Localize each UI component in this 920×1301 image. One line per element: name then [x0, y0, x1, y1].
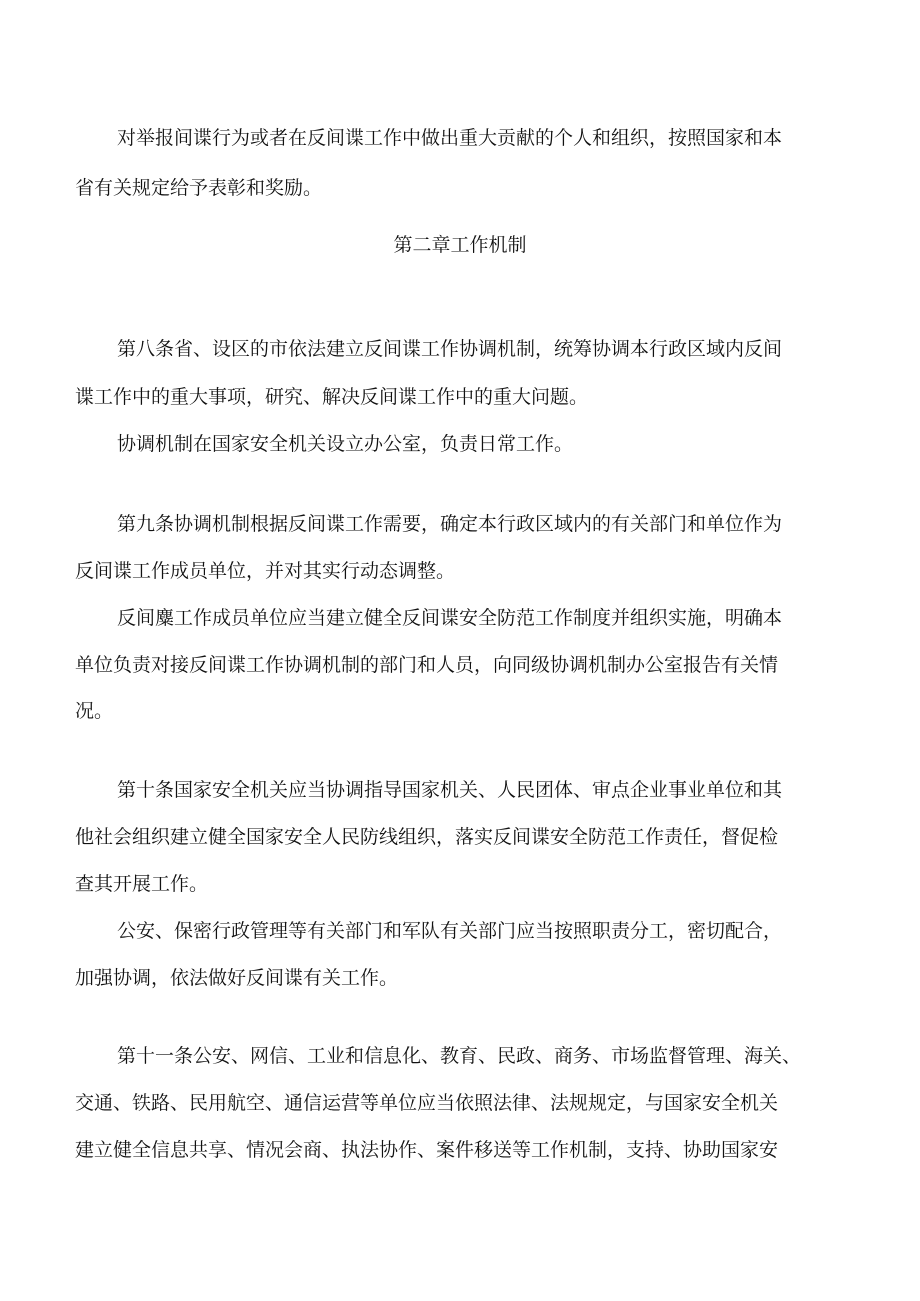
paragraph-line: 省有关规定给予表彰和奖励。	[75, 177, 323, 199]
article-8-line: 协调机制在国家安全机关设立办公室，负责日常工作。	[117, 433, 574, 455]
article-8-line: 谍工作中的重大事项，研究、解决反间谍工作中的重大问题。	[75, 386, 589, 408]
article-9-line: 反间谍工作成员单位，并对其实行动态调整。	[75, 560, 456, 582]
article-9-line: 单位负责对接反间谍工作协调机制的部门和人员，向同级协调机制办公室报告有关情	[75, 654, 779, 676]
article-10-line: 第十条国家安全机关应当协调指导国家机关、人民团体、审点企业事业单位和其	[117, 779, 783, 801]
article-10-line: 查其开展工作。	[75, 873, 209, 895]
article-8-line: 第八条省、设区的市依法建立反间谍工作协调机制，统筹协调本行政区域内反间	[117, 338, 783, 360]
article-10-line: 他社会组织建立健全国家安全人民防线组织，落实反间谍安全防范工作责任，督促检	[75, 826, 779, 848]
article-10-line: 加强协调，依法做好反间谍有关工作。	[75, 967, 399, 989]
article-9-line: 况。	[75, 700, 114, 722]
article-11-line: 交通、铁路、民用航空、通信运营等单位应当依照法律、法规规定，与国家安全机关	[75, 1092, 779, 1114]
paragraph-line: 对举报间谍行为或者在反间谍工作中做出重大贡献的个人和组织，按照国家和本	[117, 127, 783, 149]
article-11-line: 建立健全信息共享、情况会商、执法协作、案件移送等工作机制，支持、协助国家安	[75, 1139, 779, 1161]
chapter-title: 第二章工作机制	[393, 234, 527, 256]
article-11-line: 第十一条公安、网信、工业和信息化、教育、民政、商务、市场监督管理、海关、	[117, 1045, 802, 1067]
article-9-line: 第九条协调机制根据反间谍工作需要，确定本行政区域内的有关部门和单位作为	[117, 513, 783, 535]
article-10-line: 公安、保密行政管理等有关部门和军队有关部门应当按照职责分工，密切配合，	[117, 920, 783, 942]
article-9-line: 反间麋工作成员单位应当建立健全反间谍安全防范工作制度并组织实施，明确本	[117, 607, 783, 629]
